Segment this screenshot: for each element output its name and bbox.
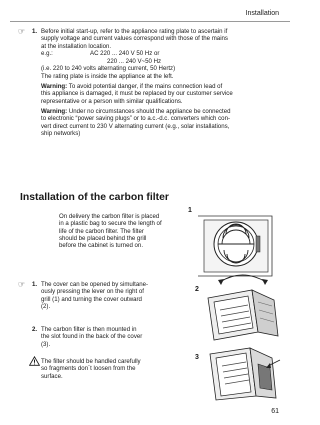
step1-cover-text: The cover can be opened by simultane- ously pressing the lever on the right of grill (1) and turning the cover outward (2). [41,281,149,310]
example-value-1: AC 220 ... 240 V 50 Hz or [90,50,160,57]
warning-power-saving: Warning: Under no circumstances should the appliance be connected to electronic “power saving plugs” or to a.c.-d.c. converters which con- vert direct current to 230 V alternating current (e.g., solar installations, ship networks) [41,108,231,137]
step-number: 1. [32,281,38,288]
intro-paragraph: On delivery the carbon filter is placed in a plastic bag to secure the length of life of the carbon filter. The filter should be placed behind the grill before the cabinet is turned on. [59,213,162,250]
hand-pointer-icon: ☞ [18,27,26,36]
figure-label: 1 [188,207,192,214]
figure-label: 2 [195,286,199,293]
hand-pointer-icon: ☞ [18,280,26,289]
warning-triangle-icon [29,356,40,366]
figure-2-cover-opening-illustration [200,270,286,342]
voltage-note: (i.e. 220 to 240 volts alternating current, 50 Hertz) [41,65,176,72]
example-label: e.g.: [41,50,53,57]
step2-text: The carbon filter is then mounted in the slot found in the back of the cover (3). [41,326,143,348]
step1-text: Before initial start-up, refer to the appliance rating plate to ascertain if supply voltage and current values correspond with those of the mains at the installation location. [41,28,228,50]
step-number: 1. [32,28,38,35]
step-number: 2. [32,326,38,333]
rating-plate-location: The rating plate is inside the appliance at the left. [41,72,174,80]
header-rule [10,21,290,22]
figure-3-filter-mounting-illustration [200,340,286,402]
caution-text: The filter should be handled carefully so fragments don´t loosen from the surface. [41,358,141,380]
example-value-2: 220 ... 240 V~50 Hz [107,57,162,65]
warning-mains-lead: Warning: To avoid potential danger, if the mains connection lead of this appliance is damaged, it must be replaced by our customer service representative or a person with similar qualifications. [41,83,233,105]
figure-label: 3 [195,354,199,361]
section-title: Installation of the carbon filter [20,192,169,203]
page-number: 61 [271,408,279,415]
running-header: Installation [245,10,279,17]
